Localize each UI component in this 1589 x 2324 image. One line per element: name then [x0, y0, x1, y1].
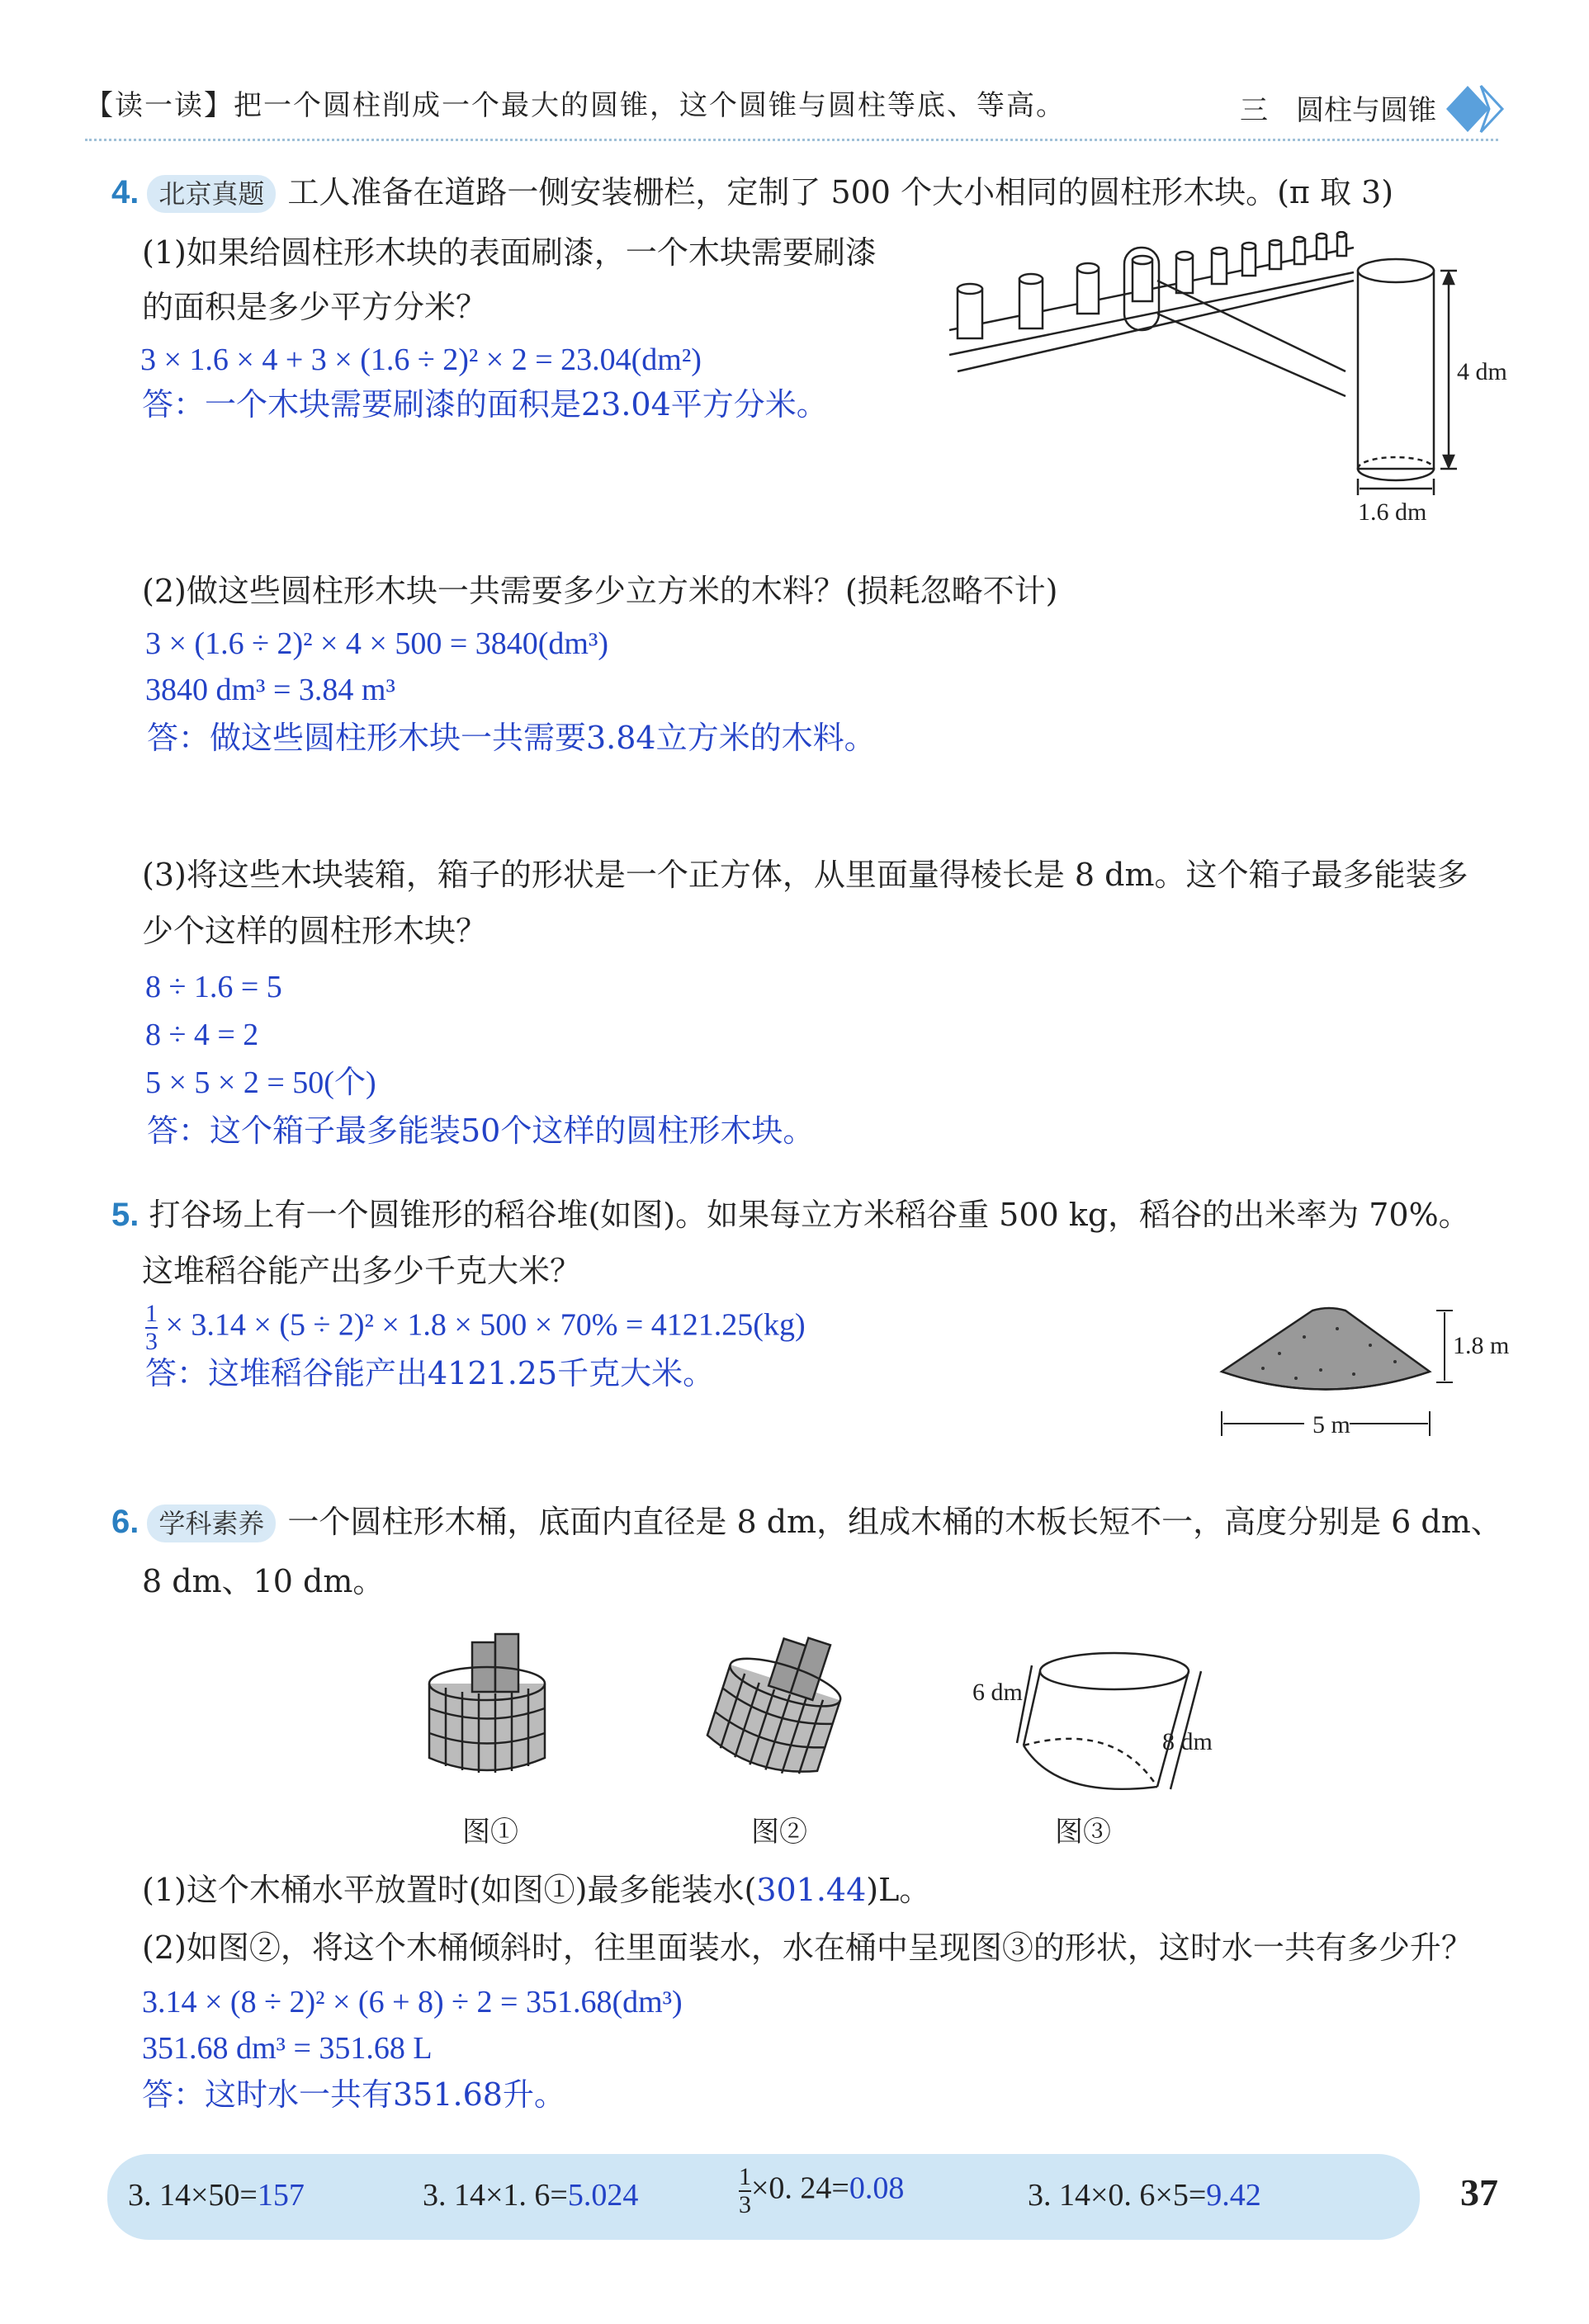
q4-number: 4.: [111, 174, 140, 210]
q4-p2-calc1: 3 × (1.6 ÷ 2)² × 4 × 500 = 3840(dm³): [145, 626, 609, 661]
barrel-figure-2: [702, 1626, 867, 1799]
page-number: 37: [1460, 2171, 1498, 2213]
header-divider: [85, 139, 1498, 141]
q6-p2-calc2: 351.68 dm³ = 351.68 L: [142, 2031, 433, 2066]
q5-stem-line1: [111, 1192, 1470, 1238]
q6-p2-answer: 答：这时水一共有351.68升。: [142, 2076, 565, 2113]
q5-stem: 打谷场上有一个圆锥形的稻谷堆(如图)。如果每立方米稻谷重 500 kg，稻谷的出米率为 70%。: [149, 1197, 1470, 1233]
fig3-long-label: 8 dm: [1162, 1728, 1213, 1755]
calc-3: $\frac{1}{3}$ ×0. 24=0.08: [739, 2163, 905, 2218]
q6-stem-line2: 8 dm、10 dm。: [142, 1563, 385, 1599]
q6-stem: 一个圆柱形木桶，底面内直径是 8 dm，组成木桶的木板长短不一，高度分别是 6 dm、: [287, 1504, 1502, 1540]
q4-p1-line2: 的面积是多少平方分米？: [142, 289, 488, 325]
calc-4: 3. 14×0. 6×5=9.42: [1028, 2178, 1261, 2213]
q6-stem-line1: [111, 1499, 1502, 1545]
read-tip: 【读一读】把一个圆柱削成一个最大的圆锥，这个圆锥与圆柱等底、等高。: [85, 89, 1066, 122]
q6-number: 6.: [111, 1504, 140, 1540]
q4-p1-answer: 答：一个木块需要刷漆的面积是23.04平方分米。: [142, 386, 828, 423]
water-shape-figure: [966, 1642, 1238, 1807]
q4-tag: 北京真题: [147, 175, 276, 213]
q5-stem-line2: 这堆稻谷能产出多少千克大米？: [142, 1253, 582, 1289]
caption-fig3: 图③: [1055, 1816, 1111, 1849]
q5-number: 5.: [111, 1197, 140, 1233]
barrel-figure-1: [413, 1626, 578, 1791]
q5-answer: 答：这堆稻谷能产出4121.25千克大米。: [145, 1355, 715, 1391]
caption-fig1: 图①: [462, 1816, 518, 1849]
calc-2: 3. 14×1. 6=5.024: [423, 2178, 639, 2213]
grain-cone-figure: [1205, 1296, 1535, 1452]
q6-p1: (1)这个木桶水平放置时(如图①)最多能装水(301.44)L。: [142, 1872, 931, 1908]
q4-p2-calc2: 3840 dm³ = 3.84 m³: [145, 673, 395, 707]
q4-p2-answer: 答：做这些圆柱形木块一共需要3.84立方米的木料。: [147, 720, 876, 756]
q4-p2: (2)做这些圆柱形木块一共需要多少立方米的木料？(损耗忽略不计): [142, 573, 1058, 609]
q5-calc: $\frac{1}{3}$ × 3.14 × (5 ÷ 2)² × 1.8 × 500 × 70% = 4121.25(kg): [145, 1300, 806, 1355]
q4-p3-answer: 答：这个箱子最多能装50个这样的圆柱形木块。: [147, 1112, 815, 1149]
q4-p1-calc: 3 × 1.6 × 4 + 3 × (1.6 ÷ 2)² × 2 = 23.04(dm²): [140, 342, 702, 377]
q4-p3-calc3: 5 × 5 × 2 = 50(个): [145, 1065, 376, 1100]
calc-1: 3. 14×50=157: [128, 2178, 305, 2213]
q6-tag: 学科素养: [147, 1504, 276, 1542]
fig3-short-label: 6 dm: [972, 1679, 1023, 1706]
chapter-title: 三 圆柱与圆锥: [1240, 94, 1436, 127]
q4-p3-calc1: 8 ÷ 1.6 = 5: [145, 970, 282, 1004]
cone-height-label: 1.8 m: [1453, 1332, 1510, 1359]
fence-figure: [941, 231, 1519, 536]
q4-stem: 工人准备在道路一侧安装栅栏，定制了 500 个大小相同的圆柱形木块。(π 取 3): [287, 174, 1394, 210]
diamond-icon: [1443, 83, 1509, 135]
q5-fraction: $\frac{1}{3}$: [145, 1300, 158, 1355]
q4-p3-line2: 少个这样的圆柱形木块？: [142, 913, 488, 949]
q4-p3-calc2: 8 ÷ 4 = 2: [145, 1018, 259, 1052]
q6-p2-calc1: 3.14 × (8 ÷ 2)² × (6 + 8) ÷ 2 = 351.68(dm³): [142, 1985, 683, 2019]
q4-p3-line1: (3)将这些木块装箱，箱子的形状是一个正方体，从里面量得棱长是 8 dm。这个箱子最多能装多: [142, 857, 1468, 893]
q6-p2: (2)如图②，将这个木桶倾斜时，往里面装水，水在桶中呈现图③的形状，这时水一共有多少升？: [142, 1930, 1473, 1966]
caption-fig2: 图②: [751, 1816, 807, 1849]
q4-stem-line: [111, 169, 1393, 215]
fig-diameter-label: 1.6 dm: [1358, 498, 1427, 526]
q6-p1-answer: 301.44: [756, 1872, 867, 1908]
q4-p1-line1: (1)如果给圆柱形木块的表面刷漆，一个木块需要刷漆: [142, 234, 877, 271]
fig-height-label: 4 dm: [1457, 358, 1507, 385]
cone-width-label: 5 m: [1312, 1411, 1350, 1438]
